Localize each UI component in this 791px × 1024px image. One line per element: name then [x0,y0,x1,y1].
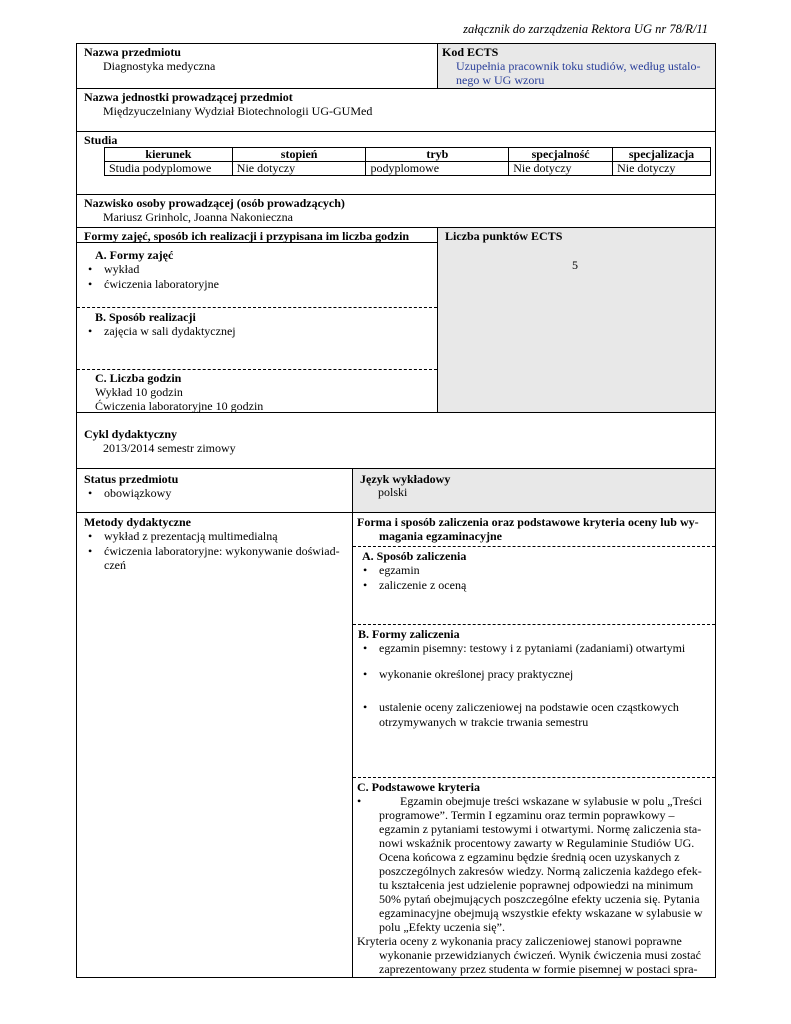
studies-header-specjalizacja: specjalizacja [613,148,711,162]
course-label: Nazwa przedmiotu [84,45,181,59]
lecturers-label: Nazwisko osoby prowadzącej (osób prowadzących) [84,196,345,210]
assessment-b-label: B. Formy zaliczenia [358,627,460,641]
method-line: czeń [104,558,126,572]
assessment-c-label: C. Podstawowe kryteria [357,780,480,794]
studies-table [104,147,711,176]
list-item: • zaliczenie z oceną [357,578,697,593]
criteria-tail-line3: zaprezentowany przez studenta w formie pisemnej w postaci spra- [379,962,698,976]
method-line: ćwiczenia laboratoryjne: wykonywanie doświad- [104,543,340,558]
language-label: Język wykładowy [360,472,451,486]
lecturers-names: Mariusz Grinholc, Joanna Nakonieczna [103,210,293,224]
forms-b-list [82,324,422,339]
ects-code-note-line2: nego w UG wzoru [456,73,545,87]
studies-cell-tryb: podyplomowe [366,162,509,176]
criteria-line: tu kształcenia jest udzielenie poprawnej odpowiedzi na minimum [379,878,694,892]
criteria-tail-line2: wykonanie przewidzianych ćwiczeń. Wynik ćwiczenia musi zostać [379,948,701,962]
studies-cell-specjalizacja: Nie dotyczy [613,162,711,176]
ects-code-note-line1: Uzupełnia pracownik toku studiów, według ustalo- [456,59,701,73]
criteria-tail-line1: Kryteria oceny z wykonania pracy zaliczeniowej stanowi poprawne [357,934,682,948]
hours-lab: Ćwiczenia laboratoryjne 10 godzin [95,399,264,413]
b-item-line: otrzymywanych w trakcie trwania semestru [379,714,589,729]
list-item: • egzamin pisemny: testowy i z pytaniami (zadaniami) otwartymi [357,641,707,656]
assessment-a-list [357,563,697,592]
b-item-line: ustalenie oceny zaliczeniowej na podstawie ocen cząstkowych [379,700,679,714]
assessment-label-line2: magania egzaminacyjne [379,529,502,543]
studies-header-specjalnosc: specjalność [509,148,613,162]
studies-header-tryb: tryb [366,148,509,162]
criteria-line: Ocena końcowa z egzaminu będzie średnią ocen uzyskanych z [379,850,680,864]
studies-label: Studia [84,133,118,147]
unit-label: Nazwa jednostki prowadzącej przedmiot [84,90,293,104]
criteria-line: nowi wskaźnik procentowy zawarty w Regulaminie Studiów UG. [379,836,695,850]
assessment-a-label: A. Sposób zaliczenia [362,549,467,563]
criteria-line: Egzamin obejmuje treści wskazane w sylabusie w polu „Treści [400,794,703,808]
list-item: • obowiązkowy [82,486,342,501]
forms-a-label: A. Formy zajęć [95,248,174,262]
hours-lecture: Wykład 10 godzin [95,385,183,399]
forms-a-list [82,262,422,291]
list-item: • wykład z prezentacją multimedialną [82,529,350,544]
unit-name: Międzyuczelniany Wydział Biotechnologii UG-GUMed [103,104,373,118]
list-item [82,544,350,573]
bullet-icon: • [357,794,362,808]
annex-header: załącznik do zarządzenia Rektora UG nr 78/R/11 [463,22,708,36]
methods-list [82,529,350,573]
criteria-line: polu „Efekty uczenia się”. [379,920,505,934]
studies-header-kierunek: kierunek [105,148,233,162]
assessment-b-list [357,641,707,729]
cycle-value: 2013/2014 semestr zimowy [103,441,236,455]
criteria-line: programowe”. Termin I egzaminu oraz termin poprawkowy – [379,808,675,822]
criteria-line: 50% pytań obejmujących poszczególne efekty uczenia się. Pytania [379,892,700,906]
status-label: Status przedmiotu [84,472,179,486]
language-value: polski [378,485,408,499]
studies-cell-stopien: Nie dotyczy [232,162,366,176]
methods-label: Metody dydaktyczne [84,515,191,529]
cycle-label: Cykl dydaktyczny [84,427,178,441]
assessment-label-line1: Forma i sposób zaliczenia oraz podstawowe kryteria oceny lub wy- [357,515,699,529]
studies-cell-specjalnosc: Nie dotyczy [509,162,613,176]
list-item [357,700,707,729]
criteria-line: egzamin z pytaniami testowymi i otwartymi. Normę zaliczenia sta- [379,822,702,836]
ects-points-value: 5 [572,258,578,272]
course-name: Diagnostyka medyczna [103,59,216,73]
status-list [82,486,342,501]
forms-c-label: C. Liczba godzin [95,371,182,385]
list-item: • egzamin [357,563,697,578]
studies-cell-kierunek: Studia podyplomowe [105,162,233,176]
forms-label: Formy zajęć, sposób ich realizacji i przypisana im liczba godzin [84,229,410,243]
list-item: • zajęcia w sali dydaktycznej [82,324,422,339]
criteria-line: poszczególnych zakresów wiedzy. Normą zaliczenia każdego efek- [379,864,702,878]
studies-header-stopien: stopień [232,148,366,162]
list-item: • ćwiczenia laboratoryjne [82,277,422,292]
ects-code-label: Kod ECTS [442,45,499,59]
list-item: • wykonanie określonej pracy praktycznej [357,667,707,682]
ects-points-label: Liczba punktów ECTS [445,229,563,243]
forms-b-label: B. Sposób realizacji [95,310,196,324]
criteria-line: egzaminacyjne obejmują wszystkie efekty wskazane w sylabusie w [379,906,703,920]
list-item: • wykład [82,262,422,277]
